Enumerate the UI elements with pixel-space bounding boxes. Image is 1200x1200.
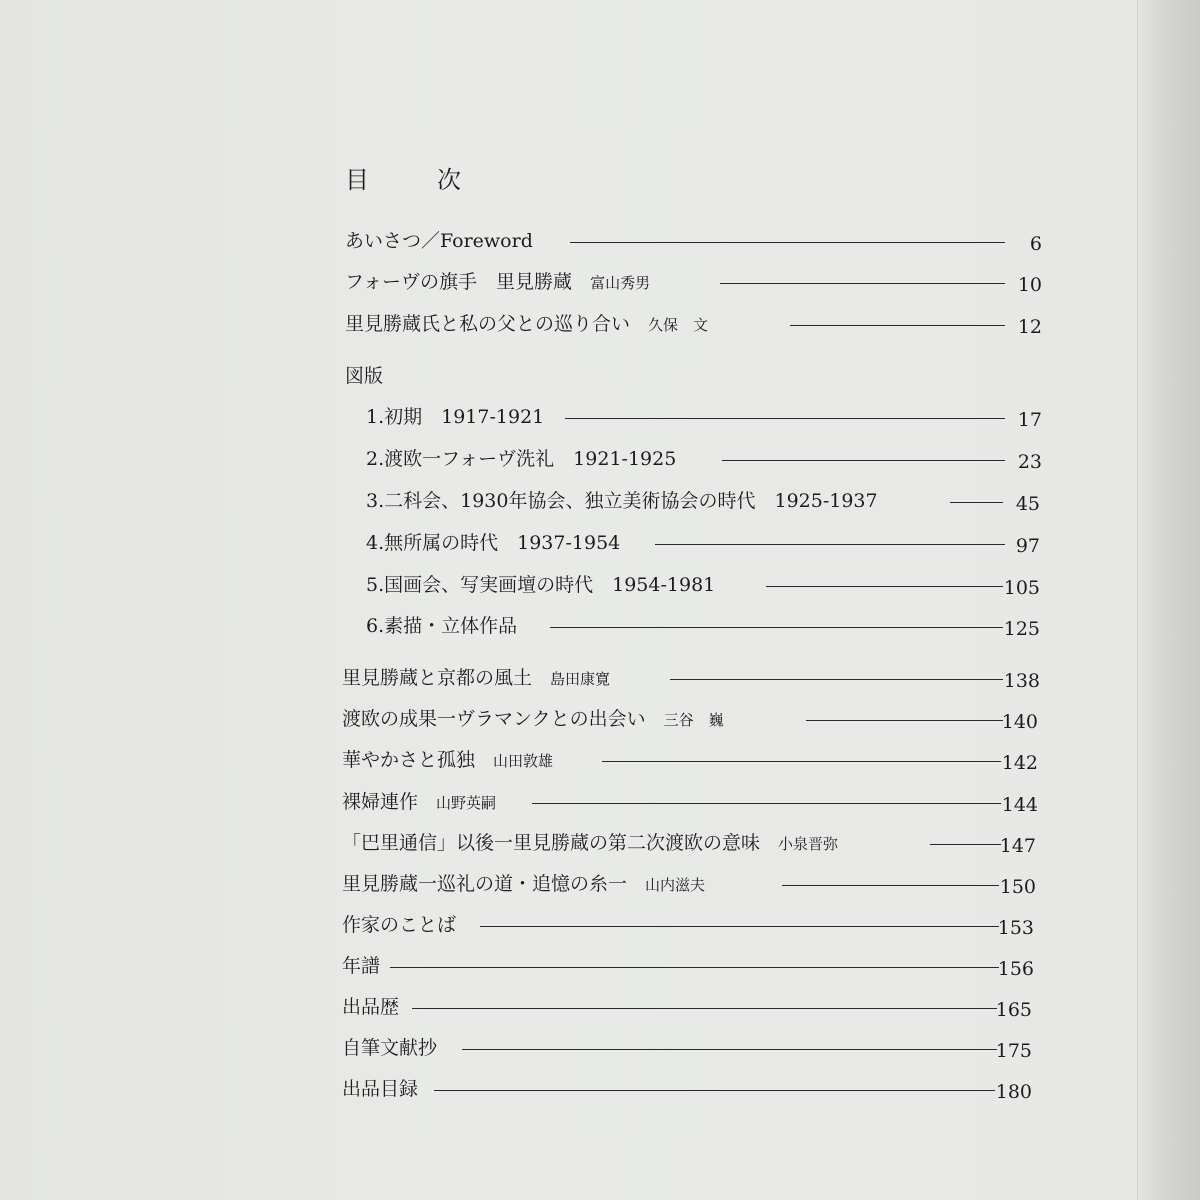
toc-entry-author: 久保 文 — [648, 316, 709, 334]
page-number: 10 — [1017, 274, 1042, 296]
toc-entry-title: 1.初期 1917-1921 — [366, 406, 545, 428]
toc-entry-author: 島田康寛 — [550, 670, 611, 688]
toc-entry-title: 自筆文献抄 — [342, 1037, 438, 1059]
page-number: 105 — [1003, 577, 1040, 599]
toc-entry — [0, 408, 1200, 448]
toc-entry — [0, 1039, 1200, 1079]
leader-line — [434, 1090, 995, 1091]
leader-line — [782, 885, 999, 886]
toc-entry-text — [345, 232, 533, 251]
toc-entry-text — [342, 793, 496, 812]
toc-entry-text — [342, 957, 380, 976]
section-label-plates: 図版 — [345, 365, 384, 387]
leader-line — [655, 544, 1005, 545]
toc-entry-author: 山内滋夫 — [645, 876, 706, 894]
leader-line — [722, 460, 1005, 461]
toc-entry-author: 小泉晋弥 — [778, 835, 839, 853]
toc-title: 目 次 — [345, 166, 483, 194]
toc-entry — [0, 273, 1200, 313]
toc-entry-title: 5.国画会、写実画壇の時代 1954-1981 — [366, 574, 716, 596]
page-number: 180 — [995, 1081, 1032, 1103]
toc-entry-title: 華やかさと孤独 — [342, 749, 476, 771]
toc-entry-text — [366, 408, 544, 427]
toc-entry-title: 2.渡欧一フォーヴ洗礼 1921-1925 — [366, 448, 677, 470]
toc-entry — [0, 834, 1200, 874]
leader-line — [390, 967, 999, 968]
toc-entry-title: 作家のことば — [342, 914, 457, 936]
toc-entry — [0, 998, 1200, 1038]
page-number: 147 — [999, 835, 1036, 857]
toc-entry-text — [342, 751, 553, 770]
toc-entry-text — [342, 916, 456, 935]
toc-entry — [0, 875, 1200, 915]
toc-entry-title: 里見勝蔵と京都の風土 — [342, 667, 533, 689]
page-number: 138 — [1003, 670, 1040, 692]
toc-entry-title: 里見勝蔵氏と私の父との巡り合い — [345, 313, 631, 335]
toc-entry-title: 出品歴 — [342, 996, 400, 1018]
toc-entry — [0, 576, 1200, 616]
toc-entry-text — [366, 534, 620, 553]
toc-entry-text — [342, 998, 399, 1017]
leader-line — [532, 803, 1001, 804]
toc-entry — [0, 793, 1200, 833]
toc-entry — [0, 315, 1200, 355]
page-number: 12 — [1017, 316, 1042, 338]
toc-entry-title: 渡欧の成果一ヴラマンクとの出会い — [342, 708, 646, 730]
toc-entry-text — [342, 875, 705, 894]
leader-line — [950, 502, 1003, 503]
toc-entry — [0, 710, 1200, 750]
page-number: 142 — [1001, 752, 1038, 774]
toc-entry-text — [366, 617, 517, 636]
toc-entry — [0, 1080, 1200, 1120]
page-number: 150 — [999, 876, 1036, 898]
leader-line — [670, 679, 1003, 680]
page-number: 153 — [997, 917, 1034, 939]
toc-entry-text — [366, 450, 676, 469]
toc-entry-title: 里見勝蔵一巡礼の道・追憶の糸一 — [342, 873, 628, 895]
toc-entry — [0, 617, 1200, 657]
leader-line — [930, 844, 1001, 845]
toc-entry — [0, 232, 1200, 272]
toc-entry-title: 裸婦連作 — [342, 791, 419, 813]
leader-line — [412, 1008, 997, 1009]
toc-entry — [0, 916, 1200, 956]
toc-entry — [0, 492, 1200, 532]
page-number: 165 — [995, 999, 1032, 1021]
page-number: 97 — [1015, 535, 1040, 557]
toc-entry-title: 「巴里通信」以後一里見勝蔵の第二次渡欧の意味 — [342, 832, 761, 854]
toc-entry-title: あいさつ／Foreword — [345, 230, 533, 252]
page-number: 175 — [995, 1040, 1032, 1062]
toc-entry — [0, 751, 1200, 791]
page-number: 125 — [1003, 618, 1040, 640]
leader-line — [550, 627, 1003, 628]
page-number: 156 — [997, 958, 1034, 980]
toc-entry-text — [342, 834, 838, 853]
leader-line — [720, 283, 1005, 284]
toc-entry-author: 富山秀男 — [590, 274, 651, 292]
toc-entry-title: 年譜 — [342, 955, 381, 977]
leader-line — [602, 761, 1001, 762]
page-number: 17 — [1017, 409, 1042, 431]
leader-line — [480, 926, 999, 927]
leader-line — [462, 1049, 997, 1050]
toc-entry-text — [342, 1039, 437, 1058]
toc-entry-title: フォーヴの旗手 里見勝蔵 — [345, 271, 573, 293]
toc-entry — [0, 450, 1200, 490]
toc-entry-text — [342, 669, 610, 688]
toc-entry-text — [342, 1080, 418, 1099]
toc-entry-title: 6.素描・立体作品 — [366, 615, 518, 637]
toc-entry-title: 3.二科会、1930年協会、独立美術協会の時代 1925-1937 — [366, 490, 878, 512]
leader-line — [806, 720, 1003, 721]
page-number: 45 — [1015, 493, 1040, 515]
page-number: 23 — [1017, 451, 1042, 473]
leader-line — [766, 586, 1003, 587]
toc-entry-title: 4.無所属の時代 1937-1954 — [366, 532, 621, 554]
page-number: 140 — [1001, 711, 1038, 733]
toc-entry — [0, 957, 1200, 997]
toc-entry-title: 出品目録 — [342, 1078, 419, 1100]
leader-line — [790, 325, 1005, 326]
toc-entry-author: 三谷 巍 — [663, 711, 724, 729]
toc-entry — [0, 534, 1200, 574]
toc-entry-text — [345, 315, 708, 334]
toc-entry-text — [366, 576, 715, 595]
toc-entry-text — [345, 273, 650, 292]
toc-entry-text — [342, 710, 724, 729]
toc-entry-author: 山田敦雄 — [493, 752, 554, 770]
toc-entry — [0, 669, 1200, 709]
toc-entry-author: 山野英嗣 — [436, 794, 497, 812]
page-number: 6 — [1029, 233, 1042, 255]
toc-entry-text — [366, 492, 878, 511]
page-number: 144 — [1001, 794, 1038, 816]
leader-line — [570, 242, 1005, 243]
leader-line — [565, 418, 1005, 419]
